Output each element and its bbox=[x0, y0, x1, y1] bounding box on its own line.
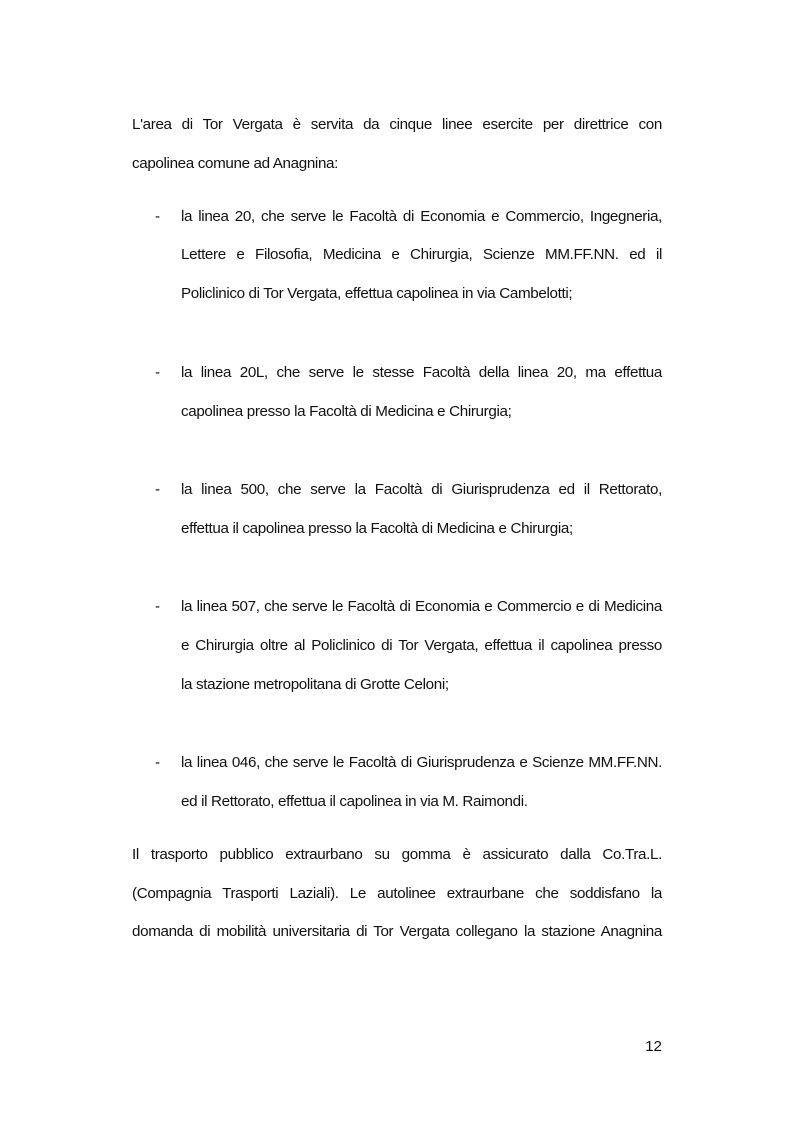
closing-line: (Compagnia Trasporti Laziali). Le autolinee extraurbane che soddisfano la bbox=[132, 885, 662, 902]
bullet-dash: - bbox=[155, 364, 161, 381]
list-item-line: effettua il capolinea presso la Facoltà di Medicina e Chirurgia; bbox=[181, 520, 573, 537]
closing-line: Il trasporto pubblico extraurbano su gomma è assicurato dalla Co.Tra.L. bbox=[132, 846, 662, 863]
list-item-line: la linea 046, che serve le Facoltà di Giurisprudenza e Scienze MM.FF.NN. bbox=[181, 754, 662, 771]
bullet-dash: - bbox=[155, 208, 161, 225]
intro-line: capolinea comune ad Anagnina: bbox=[132, 155, 339, 172]
list-item-line: e Chirurgia oltre al Policlinico di Tor Vergata, effettua il capolinea presso bbox=[181, 637, 662, 654]
bullet-dash: - bbox=[155, 754, 161, 771]
list-item-line: Policlinico di Tor Vergata, effettua capolinea in via Cambelotti; bbox=[181, 285, 573, 302]
list-item-line: capolinea presso la Facoltà di Medicina e Chirurgia; bbox=[181, 403, 512, 420]
page-number: 12 bbox=[645, 1038, 662, 1055]
closing-line: domanda di mobilità universitaria di Tor Vergata collegano la stazione Anagnina bbox=[132, 923, 662, 940]
list-item-line: la linea 500, che serve la Facoltà di Giurisprudenza ed il Rettorato, bbox=[181, 481, 662, 498]
list-item-line: Lettere e Filosofia, Medicina e Chirurgia, Scienze MM.FF.NN. ed il bbox=[181, 246, 662, 263]
list-item-line: la linea 20L, che serve le stesse Facoltà della linea 20, ma effettua bbox=[181, 364, 662, 381]
list-item-line: la stazione metropolitana di Grotte Celoni; bbox=[181, 676, 449, 693]
list-item-line: la linea 20, che serve le Facoltà di Economia e Commercio, Ingegneria, bbox=[181, 208, 662, 225]
list-item-line: la linea 507, che serve le Facoltà di Economia e Commercio e di Medicina bbox=[181, 598, 662, 615]
bullet-dash: - bbox=[155, 481, 161, 498]
list-item-line: ed il Rettorato, effettua il capolinea in via M. Raimondi. bbox=[181, 793, 528, 810]
bullet-dash: - bbox=[155, 598, 161, 615]
intro-line: L'area di Tor Vergata è servita da cinque linee esercite per direttrice con bbox=[132, 116, 662, 133]
